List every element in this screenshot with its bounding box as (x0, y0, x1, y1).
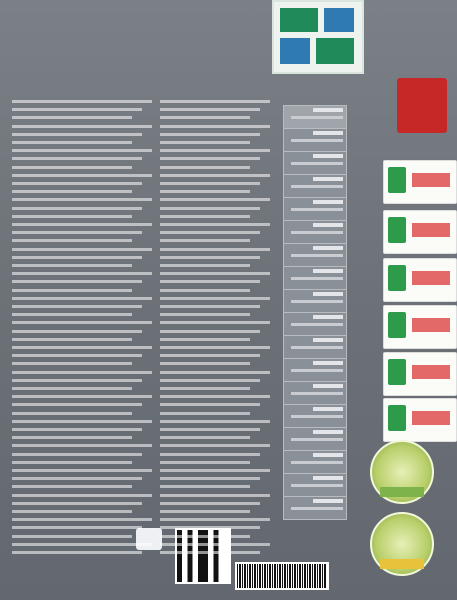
list-item (12, 239, 132, 242)
list-item (12, 223, 152, 226)
list-item (12, 174, 152, 177)
list-item (160, 379, 260, 382)
list-item (160, 338, 250, 341)
list-item (160, 141, 250, 144)
list-item (160, 354, 260, 357)
list-item (12, 264, 132, 267)
list-item (12, 280, 142, 283)
list-item (160, 174, 270, 177)
award-badge (383, 210, 457, 254)
list-item (160, 502, 260, 505)
list-item (12, 436, 132, 439)
volume-item (283, 289, 347, 313)
list-item (12, 141, 132, 144)
volume-item (283, 496, 347, 520)
list-item (12, 207, 142, 210)
list-item (12, 510, 132, 513)
medal-badge (370, 512, 434, 576)
list-item (160, 305, 260, 308)
list-item (160, 436, 250, 439)
list-item (160, 198, 270, 201)
list-item (12, 272, 152, 275)
list-item (160, 223, 270, 226)
list-item (160, 387, 250, 390)
list-item (160, 485, 250, 488)
list-item (160, 543, 270, 546)
list-item (160, 477, 260, 480)
publisher-logo (136, 528, 162, 550)
list-item (12, 395, 152, 398)
list-item (160, 346, 270, 349)
list-item (160, 190, 250, 193)
list-item (12, 248, 152, 251)
list-item (160, 362, 250, 365)
award-badge (383, 352, 457, 396)
list-item (160, 264, 250, 267)
list-item (12, 297, 152, 300)
list-item (160, 100, 270, 103)
list-item (160, 166, 250, 169)
list-item (160, 280, 260, 283)
list-item (12, 379, 142, 382)
list-item (160, 297, 270, 300)
list-item (160, 412, 250, 415)
list-item (12, 346, 152, 349)
list-item (160, 272, 270, 275)
volume-item (283, 243, 347, 267)
volume-item (283, 358, 347, 382)
list-item (12, 313, 132, 316)
list-item (12, 133, 142, 136)
list-item (12, 387, 132, 390)
list-item (12, 305, 142, 308)
list-item (160, 231, 260, 234)
brand-logo (272, 0, 364, 74)
list-item (160, 403, 260, 406)
list-item (160, 116, 250, 119)
list-item (12, 321, 152, 324)
list-item (12, 354, 142, 357)
volume-item (283, 312, 347, 336)
list-item (160, 535, 250, 538)
red-badge (397, 78, 447, 133)
list-item (12, 190, 132, 193)
list-item (12, 330, 142, 333)
award-badge (383, 398, 457, 442)
list-item (160, 289, 250, 292)
list-item (12, 461, 132, 464)
list-item (12, 289, 132, 292)
list-item (12, 535, 132, 538)
volume-item (283, 381, 347, 405)
volume-item (283, 404, 347, 428)
list-item (12, 198, 152, 201)
list-item (12, 231, 142, 234)
list-item (12, 453, 142, 456)
list-item (160, 149, 270, 152)
list-item (12, 412, 132, 415)
list-item (160, 313, 250, 316)
volume-item (283, 197, 347, 221)
award-badge (383, 258, 457, 302)
list-item (160, 395, 270, 398)
volume-item (283, 151, 347, 175)
list-item (12, 551, 142, 554)
medal-badge (370, 440, 434, 504)
list-item (160, 469, 270, 472)
list-item (160, 248, 270, 251)
list-item (12, 125, 152, 128)
list-item (12, 469, 152, 472)
list-item (160, 461, 250, 464)
list-item (160, 526, 260, 529)
volume-item (283, 335, 347, 359)
list-item (160, 133, 260, 136)
list-item (160, 215, 250, 218)
volume-item (283, 427, 347, 451)
list-item (160, 551, 260, 554)
list-item (12, 371, 152, 374)
list-item (160, 510, 250, 513)
volume-item (283, 473, 347, 497)
list-item (12, 100, 152, 103)
volume-item (283, 105, 347, 129)
barcode (235, 562, 329, 590)
list-item (160, 239, 250, 242)
list-item (12, 338, 132, 341)
list-item (12, 215, 132, 218)
list-item (12, 256, 142, 259)
list-item (160, 444, 270, 447)
list-item (160, 157, 260, 160)
list-item (12, 526, 142, 529)
volume-item (283, 220, 347, 244)
list-item (12, 494, 152, 497)
list-item (160, 494, 270, 497)
volume-item (283, 128, 347, 152)
list-item (12, 166, 132, 169)
list-item (12, 485, 132, 488)
list-item (12, 157, 142, 160)
list-item (160, 207, 260, 210)
list-item (12, 403, 142, 406)
list-item (160, 125, 270, 128)
volume-item (283, 174, 347, 198)
list-item (160, 108, 260, 111)
list-item (160, 321, 270, 324)
award-badge (383, 305, 457, 349)
list-item (160, 420, 270, 423)
list-item (12, 502, 142, 505)
list-item (12, 428, 142, 431)
list-item (160, 428, 260, 431)
list-item (160, 453, 260, 456)
volumes-list (283, 105, 345, 525)
list-item (12, 543, 152, 546)
list-item (160, 330, 260, 333)
list-item (12, 362, 132, 365)
list-item (12, 518, 152, 521)
list-item (12, 149, 152, 152)
list-item (160, 518, 270, 521)
list-item (12, 477, 142, 480)
volume-item (283, 266, 347, 290)
volume-item (283, 450, 347, 474)
list-item (160, 371, 270, 374)
list-item (160, 256, 260, 259)
award-badge (383, 160, 457, 204)
list-item (12, 444, 152, 447)
list-item (12, 116, 132, 119)
list-item (12, 420, 152, 423)
list-item (12, 108, 142, 111)
list-item (160, 182, 260, 185)
list-item (12, 182, 142, 185)
